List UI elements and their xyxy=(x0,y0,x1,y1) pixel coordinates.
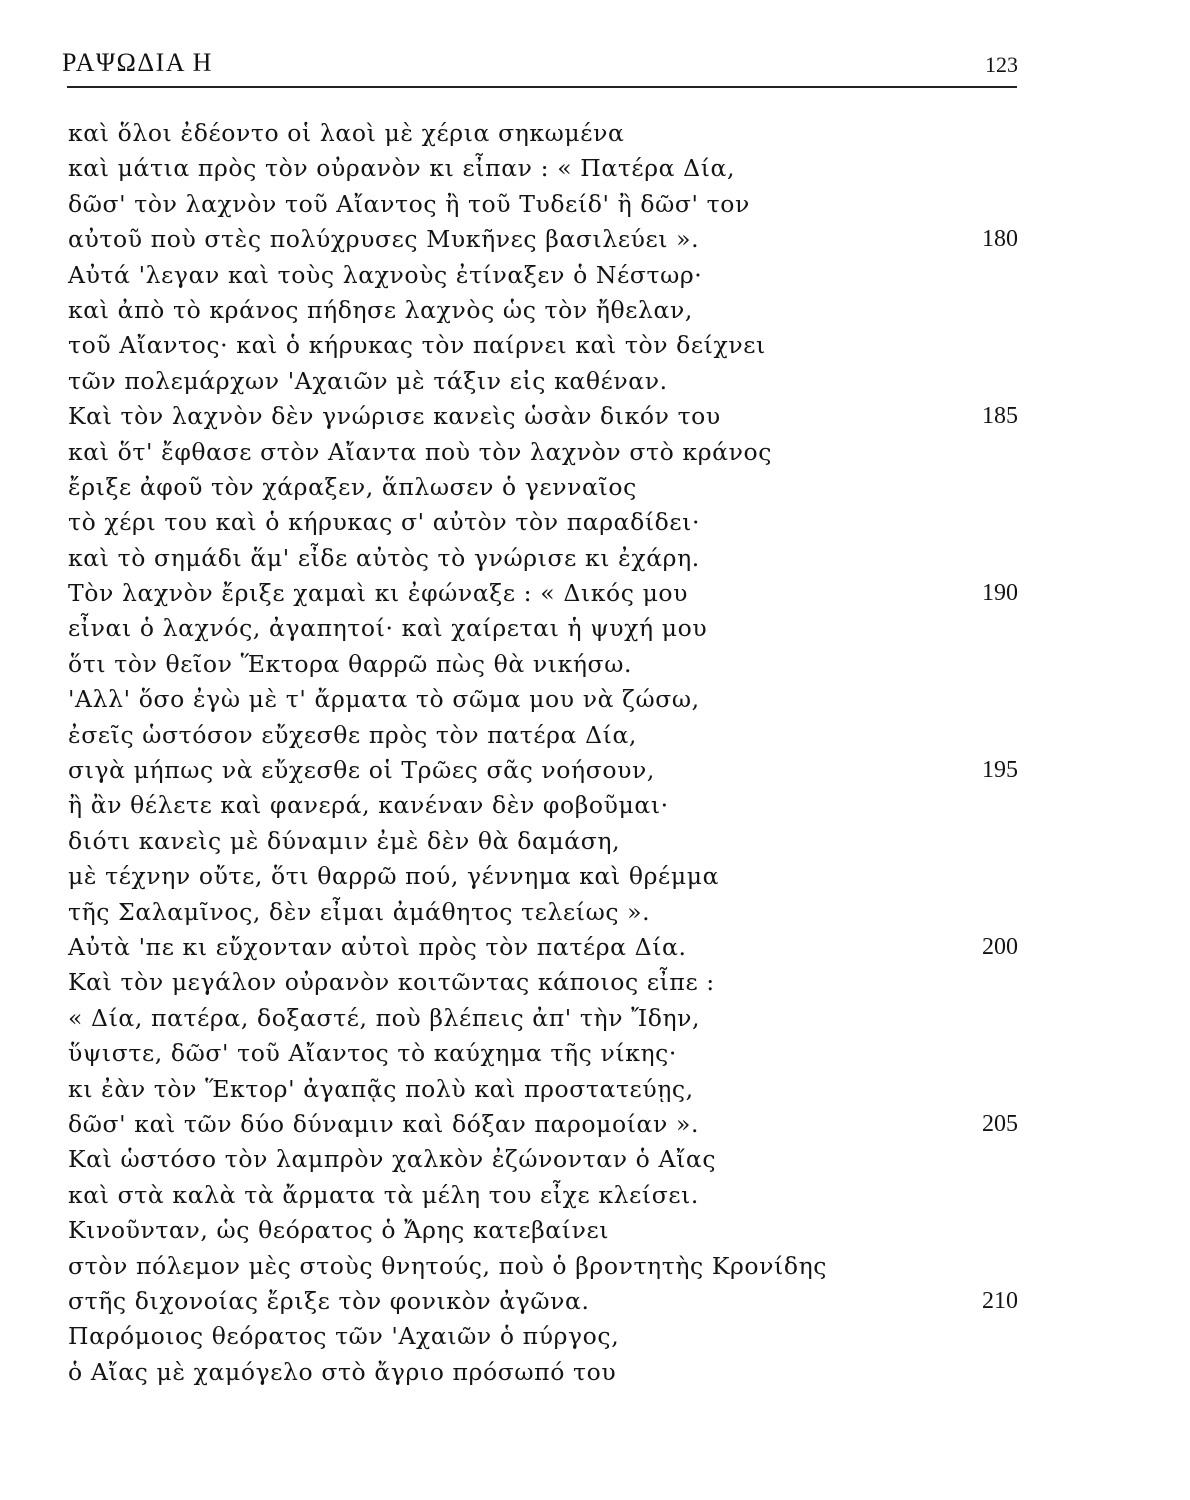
verse-line xyxy=(68,682,1028,717)
verse-line xyxy=(68,965,1028,1000)
verse-line xyxy=(68,505,1028,540)
verse-text: ὁ Αἴας μὲ χαμόγελο στὸ ἄγριο πρόσωπό του xyxy=(68,1357,617,1386)
verse-line xyxy=(68,788,1028,823)
line-number: 205 xyxy=(982,1110,1018,1137)
verse-text: εἶναι ὁ λαχνός, ἀγαπητοί· καὶ χαίρεται ἡ ψυχή μου xyxy=(68,614,708,643)
verse-text: 'Αλλ' ὅσο ἐγὼ μὲ τ' ἄρματα τὸ σῶμα μου νὰ ζώσω, xyxy=(68,685,700,714)
verse-text: αὐτοῦ ποὺ στὲς πολύχρυσες Μυκῆνες βασιλεύει ». xyxy=(68,225,700,254)
verse-line xyxy=(68,541,1028,576)
verse-line xyxy=(68,151,1028,186)
verse-line xyxy=(68,576,1028,611)
verse-text: καὶ ὅλοι ἐδέοντο οἱ λαοὶ μὲ χέρια σηκωμένα xyxy=(68,119,625,147)
verse-text: ἔριξε ἀφοῦ τὸν χάραξεν, ἅπλωσεν ὁ γενναῖος xyxy=(68,472,637,501)
verse-text: καὶ στὰ καλὰ τὰ ἄρματα τὰ μέλη του εἶχε κλείσει. xyxy=(68,1180,699,1209)
verse-line xyxy=(68,1319,1028,1354)
verse-line xyxy=(68,435,1028,470)
verse-text: Αὐτὰ 'πε κι εὔχονταν αὐτοὶ πρὸς τὸν πατέρα Δία. xyxy=(68,932,687,961)
verse-text: ὕψιστε, δῶσ' τοῦ Αἴαντος τὸ καύχημα τῆς νίκης· xyxy=(68,1039,677,1068)
verse-text: καὶ τὸ σημάδι ἅμ' εἶδε αὐτὸς τὸ γνώρισε κι ἐχάρη. xyxy=(68,543,700,572)
verse-line xyxy=(68,1001,1028,1036)
verse-text: Αὐτά 'λεγαν καὶ τοὺς λαχνοὺς ἐτίναξεν ὁ Νέστωρ· xyxy=(68,260,703,289)
verse-line xyxy=(68,611,1028,646)
verse-text: στὸν πόλεμον μὲς στοὺς θνητούς, ποὺ ὁ βροντητὴς Κρονίδης xyxy=(68,1251,828,1280)
verse-line xyxy=(68,258,1028,293)
verse-text: δῶσ' τὸν λαχνὸν τοῦ Αἴαντος ἢ τοῦ Τυδείδ' ἢ δῶσ' τον xyxy=(68,189,750,218)
verse-line xyxy=(68,718,1028,753)
verse-text: στῆς διχονοίας ἔριξε τὸν φονικὸν ἀγῶνα. xyxy=(68,1286,590,1315)
verse-line xyxy=(68,1249,1028,1284)
verse-text: Τὸν λαχνὸν ἔριξε χαμαὶ κι ἐφώναξε : « Δικός μου xyxy=(68,579,689,608)
verse-text: μὲ τέχνην οὔτε, ὅτι θαρρῶ πού, γέννημα καὶ θρέμμα xyxy=(68,862,720,891)
verse-line xyxy=(68,930,1028,965)
verse-text: Καὶ τὸν μεγάλον οὐρανὸν κοιτῶντας κάποιος εἶπε : xyxy=(68,968,715,997)
verse-text: σιγὰ μήπως νὰ εὔχεσθε οἱ Τρῶες σᾶς νοήσουν, xyxy=(68,756,655,785)
verse-line xyxy=(68,1036,1028,1071)
verse-text: ἐσεῖς ὡστόσον εὔχεσθε πρὸς τὸν πατέρα Δία, xyxy=(68,720,637,749)
verse-line xyxy=(68,1072,1028,1107)
line-number: 190 xyxy=(982,580,1018,607)
verse-line xyxy=(68,1213,1028,1248)
verse-line xyxy=(68,293,1028,328)
line-number: 210 xyxy=(982,1287,1018,1314)
verse-line xyxy=(68,1107,1028,1142)
verse-list xyxy=(68,116,1028,1390)
verse-text: κι ἐὰν τὸν Ἕκτορ' ἀγαπᾷς πολὺ καὶ προστατεύῃς, xyxy=(68,1074,694,1103)
line-number: 195 xyxy=(982,757,1018,784)
verse-text: Κινοῦνταν, ὡς θεόρατος ὁ Ἄρης κατεβαίνει xyxy=(68,1216,610,1245)
verse-text: Καὶ τὸν λαχνὸν δὲν γνώρισε κανεὶς ὡσὰν δικόν του xyxy=(68,402,721,431)
verse-text: Καὶ ὡστόσο τὸν λαμπρὸν χαλκὸν ἐζώνονταν ὁ Αἴας xyxy=(68,1145,717,1174)
verse-line xyxy=(68,328,1028,363)
line-number: 180 xyxy=(982,226,1018,253)
verse-line xyxy=(68,470,1028,505)
verse-line xyxy=(68,364,1028,399)
verse-line xyxy=(68,1355,1028,1390)
verse-text: καὶ μάτια πρὸς τὸν οὐρανὸν κι εἶπαν : « Πατέρα Δία, xyxy=(68,154,736,183)
verse-text: καὶ ἀπὸ τὸ κράνος πήδησε λαχνὸς ὡς τὸν ἤθελαν, xyxy=(68,295,693,324)
verse-line xyxy=(68,222,1028,257)
verse-text: ὅτι τὸν θεῖον Ἕκτορα θαρρῶ πὼς θὰ νικήσω. xyxy=(68,649,633,678)
line-number: 200 xyxy=(982,933,1018,960)
verse-line xyxy=(68,1284,1028,1319)
verse-line xyxy=(68,116,1028,151)
verse-line xyxy=(68,753,1028,788)
chapter-title: ΡΑΨΩΔΙΑ Η xyxy=(62,48,213,77)
verse-text: Παρόμοιος θεόρατος τῶν 'Αχαιῶν ὁ πύργος, xyxy=(68,1322,620,1351)
verse-text: τοῦ Αἴαντος· καὶ ὁ κήρυκας τὸν παίρνει καὶ τὸν δείχνει xyxy=(68,331,766,360)
verse-text: « Δία, πατέρα, δοξαστέ, ποὺ βλέπεις ἀπ' τὴν Ἴδην, xyxy=(68,1003,701,1032)
verse-line xyxy=(68,895,1028,930)
verse-text: τῶν πολεμάρχων 'Αχαιῶν μὲ τάξιν εἰς καθέναν. xyxy=(68,366,668,395)
verse-text: καὶ ὅτ' ἔφθασε στὸν Αἴαντα ποὺ τὸν λαχνὸν στὸ κράνος xyxy=(68,437,772,466)
line-number: 185 xyxy=(982,403,1018,430)
verse-line xyxy=(68,1178,1028,1213)
verse-text: διότι κανεὶς μὲ δύναμιν ἐμὲ δὲν θὰ δαμάση, xyxy=(68,826,621,855)
header-rule xyxy=(67,86,1017,88)
verse-text: τὸ χέρι του καὶ ὁ κήρυκας σ' αὐτὸν τὸν παραδίδει· xyxy=(68,508,701,537)
verse-line xyxy=(68,859,1028,894)
verse-text: ἢ ἂν θέλετε καὶ φανερά, κανέναν δὲν φοβοῦμαι· xyxy=(68,791,669,820)
page-number: 123 xyxy=(985,52,1018,77)
verse-text: δῶσ' καὶ τῶν δύο δύναμιν καὶ δόξαν παρομοίαν ». xyxy=(68,1109,700,1138)
verse-line xyxy=(68,1142,1028,1177)
verse-line xyxy=(68,399,1028,434)
running-head xyxy=(62,44,1018,84)
verse-line xyxy=(68,824,1028,859)
verse-text: τῆς Σαλαμῖνος, δὲν εἶμαι ἀμάθητος τελείως ». xyxy=(68,897,651,926)
verse-line xyxy=(68,647,1028,682)
verse-line xyxy=(68,187,1028,222)
